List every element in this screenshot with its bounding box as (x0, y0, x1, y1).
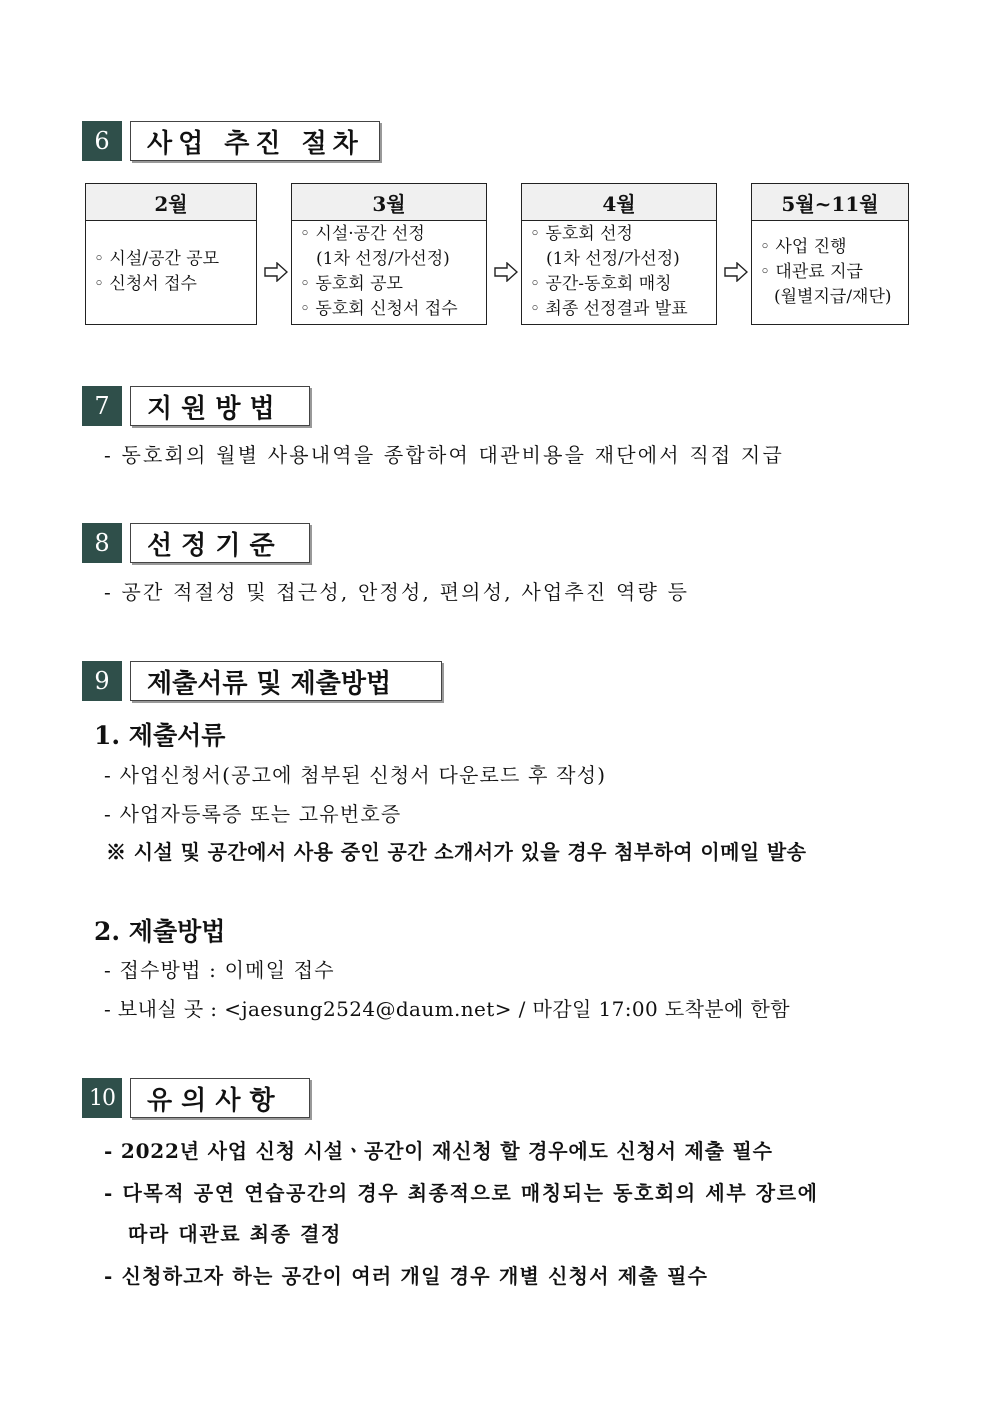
flow-step-feb (85, 183, 257, 325)
right-outline-arrow-icon (264, 262, 288, 282)
section-7-header (82, 386, 310, 426)
flow-items (86, 220, 256, 324)
sub-heading-documents: 1. 제출서류 (94, 721, 226, 750)
flow-item: (1차 선정/가선정) (316, 249, 450, 269)
right-outline-arrow-icon (494, 262, 518, 282)
section-9-header (82, 661, 442, 701)
flow-item: ◦ 동호회 공모 (300, 274, 403, 294)
section-10-header (82, 1078, 310, 1118)
flow-item: ◦ 공간-동호회 매칭 (530, 274, 672, 294)
sub-heading-method: 2. 제출방법 (94, 917, 226, 946)
flow-item: ◦ 동호회 선정 (530, 224, 633, 244)
section-title: 선 정 기 준 (130, 523, 310, 563)
section-number: 9 (82, 661, 122, 701)
flow-month: 5월~11월 (752, 184, 908, 221)
document-note: ※ 시설 및 공간에서 사용 중인 공간 소개서가 있을 경우 첨부하여 이메일 발송 (106, 840, 807, 864)
section-number: 7 (82, 386, 122, 426)
flow-item: ◦ 사업 진행 (760, 236, 847, 257)
right-outline-arrow-icon (724, 262, 748, 282)
flow-item: ◦ 대관료 지급 (760, 261, 863, 282)
section-number: 6 (82, 121, 122, 161)
section-title: 사업 추진 절차 (130, 121, 380, 161)
submission-item: - 보내실 곳 : <jaesung2524@daum.net> / 마감일 17:00 도착분에 한함 (104, 997, 790, 1021)
section-number: 10 (82, 1078, 122, 1118)
flow-item: ◦ 최종 선정결과 발표 (530, 299, 688, 319)
notice-item-continued: 따라 대관료 최종 결정 (128, 1222, 342, 1246)
flow-items (522, 220, 716, 324)
flow-month: 2월 (86, 184, 256, 221)
flow-item: ◦ 신청서 접수 (94, 274, 197, 294)
flow-item: ◦ 시설/공간 공모 (94, 249, 220, 269)
flow-step-may-nov (751, 183, 909, 325)
section-8-header (82, 523, 310, 563)
section-number: 8 (82, 523, 122, 563)
document-item: - 사업신청서(공고에 첨부된 신청서 다운로드 후 작성) (104, 763, 607, 787)
flow-month: 3월 (292, 184, 486, 221)
flow-item: (1차 선정/가선정) (546, 249, 680, 269)
support-method-text: - 동호회의 월별 사용내역을 종합하여 대관비용을 재단에서 직접 지급 (104, 443, 784, 467)
section-6-header (82, 121, 380, 161)
notice-item: - 신청하고자 하는 공간이 여러 개일 경우 개별 신청서 제출 필수 (104, 1264, 709, 1288)
notice-item: - 다목적 공연 연습공간의 경우 최종적으로 매칭되는 동호회의 세부 장르에 (104, 1181, 819, 1205)
section-title: 지 원 방 법 (130, 386, 310, 426)
document-item: - 사업자등록증 또는 고유번호증 (104, 802, 402, 826)
section-title: 제출서류 및 제출방법 (130, 661, 442, 701)
flow-month: 4월 (522, 184, 716, 221)
flow-item: (월별지급/재단) (774, 286, 892, 307)
flow-step-apr (521, 183, 717, 325)
section-title: 유 의 사 항 (130, 1078, 310, 1118)
flow-step-mar (291, 183, 487, 325)
flow-items (292, 220, 486, 324)
flow-item: ◦ 동호회 신청서 접수 (300, 299, 458, 319)
flow-item: ◦ 시설·공간 선정 (300, 224, 425, 244)
submission-item: - 접수방법 : 이메일 접수 (104, 958, 335, 982)
selection-criteria-text: - 공간 적절성 및 접근성, 안정성, 편의성, 사업추진 역량 등 (104, 580, 690, 604)
flow-items (752, 220, 908, 324)
notice-item: - 2022년 사업 신청 시설ㆍ공간이 재신청 할 경우에도 신청서 제출 필수 (104, 1139, 773, 1163)
